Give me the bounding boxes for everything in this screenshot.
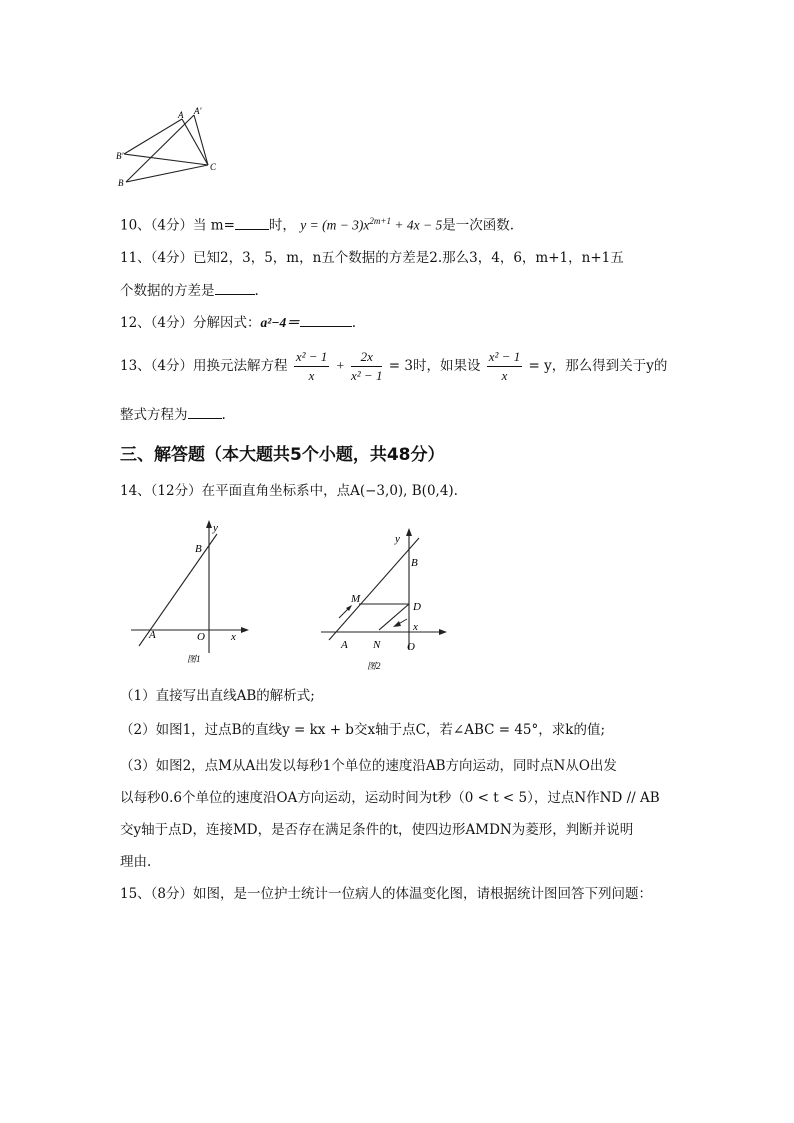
label-b: B	[118, 178, 124, 188]
q13-fraction-1: $\frac{\text{x² − 1}}{x}$	[295, 349, 328, 383]
q12-expression: a²−4＝	[260, 315, 300, 330]
fig2-a-label: A	[341, 639, 348, 651]
fig1-x-label: x	[231, 631, 236, 643]
question-15: 15、（8分）如图，是一位护士统计一位病人的体温变化图，请根据统计图回答下列问题：	[120, 886, 653, 902]
question-14-part-3-line-4: 理由.	[120, 854, 152, 870]
question-11-line-1: 11、（4分）已知2，3，5，m，n五个数据的方差是2.那么3，4，6，m+1，n+1五	[120, 250, 624, 266]
question-14-part-3-line-2: 以每秒0.6个单位的速度沿OA方向运动，运动时间为t秒（0 < t < 5），过点N作ND // AB	[120, 790, 660, 806]
q12-suffix: .	[351, 315, 357, 331]
question-13-line-2	[120, 404, 226, 425]
fig2-x-label: x	[413, 621, 418, 633]
fig1-a-label: A	[149, 629, 156, 641]
q13-plus: +	[335, 358, 345, 373]
q13-fraction-2: $\frac{2x}{\text{x² − 1}}$	[351, 349, 383, 383]
q12-prefix: 12、（4分）分解因式：	[120, 315, 261, 331]
fig1-y-label: y	[213, 522, 218, 534]
q10-tail: 是一次函数.	[442, 217, 515, 234]
fig2-o-label: O	[407, 641, 415, 653]
fig1-caption: 图1	[187, 654, 201, 664]
fig2-n-label: N	[373, 639, 381, 651]
q13-line2-prefix: 整式方程为	[120, 407, 188, 423]
q10-exponent: 2m+1	[369, 216, 391, 226]
question-14-part-2: （2）如图1，过点B的直线y = kx + b交x轴于点C，若∠ABC = 45°，求k的值;	[120, 722, 606, 738]
fig1-b-label: B	[195, 543, 202, 555]
q13-line2-suffix: .	[221, 407, 226, 423]
question-12	[120, 312, 356, 333]
question-14-part-3-line-3: 交y轴于点D，连接MD，是否存在满足条件的t，使四边形AMDN为菱形，判断并说明	[120, 822, 634, 838]
label-a: A	[178, 110, 184, 120]
question-10	[120, 211, 514, 236]
question-14-part-3-line-1: （3）如图2，点M从A出发以每秒1个单位的速度沿AB方向运动，同时点N从O出发	[120, 758, 617, 774]
label-a-prime: A'	[194, 106, 202, 116]
q10-formula-b: + 4x − 5	[391, 217, 443, 233]
q13-prefix: 13、（4分）用换元法解方程	[120, 358, 288, 374]
fig2-d-label: D	[413, 601, 421, 613]
q13-fraction-3: $\frac{\text{x² − 1}}{x}$	[488, 349, 521, 383]
label-b-prime: B'	[116, 151, 124, 161]
q11-line2-prefix: 个数据的方差是	[120, 283, 215, 299]
question-14-part-1: （1）直接写出直线AB的解析式;	[120, 688, 315, 704]
q10-prefix: 10、（4分）当 m=	[120, 217, 235, 234]
fig2-m-label: M	[351, 593, 361, 605]
q13-answer-blank[interactable]	[188, 404, 222, 419]
q11-line2-suffix: .	[254, 283, 259, 299]
q10-answer-blank[interactable]	[235, 215, 269, 230]
q11-answer-blank[interactable]	[215, 280, 255, 295]
fig2-b-label: B	[411, 557, 418, 569]
q12-answer-blank[interactable]	[300, 312, 352, 327]
question-14-intro: 14、（12分）在平面直角坐标系中，点A(−3,0), B(0,4).	[120, 483, 458, 499]
fig1-o-label: O	[197, 631, 205, 643]
figure-2	[315, 522, 455, 672]
figure-1	[125, 518, 255, 668]
q10-suffix: 时，	[268, 217, 296, 234]
label-c: C	[210, 162, 217, 172]
q13-eq2: = y，那么得到关于y的	[528, 358, 668, 374]
question-13	[120, 344, 667, 388]
triangle-figure	[112, 102, 232, 192]
question-11-line-2	[120, 280, 259, 301]
fig2-caption: 图2	[367, 661, 381, 671]
q13-eq: = 3时，如果设	[388, 358, 481, 374]
fig2-y-label: y	[395, 533, 400, 545]
q10-formula-a: y = (m − 3)x	[300, 217, 370, 233]
section-heading: 三、解答题（本大题共5个小题，共48分）	[120, 445, 445, 465]
